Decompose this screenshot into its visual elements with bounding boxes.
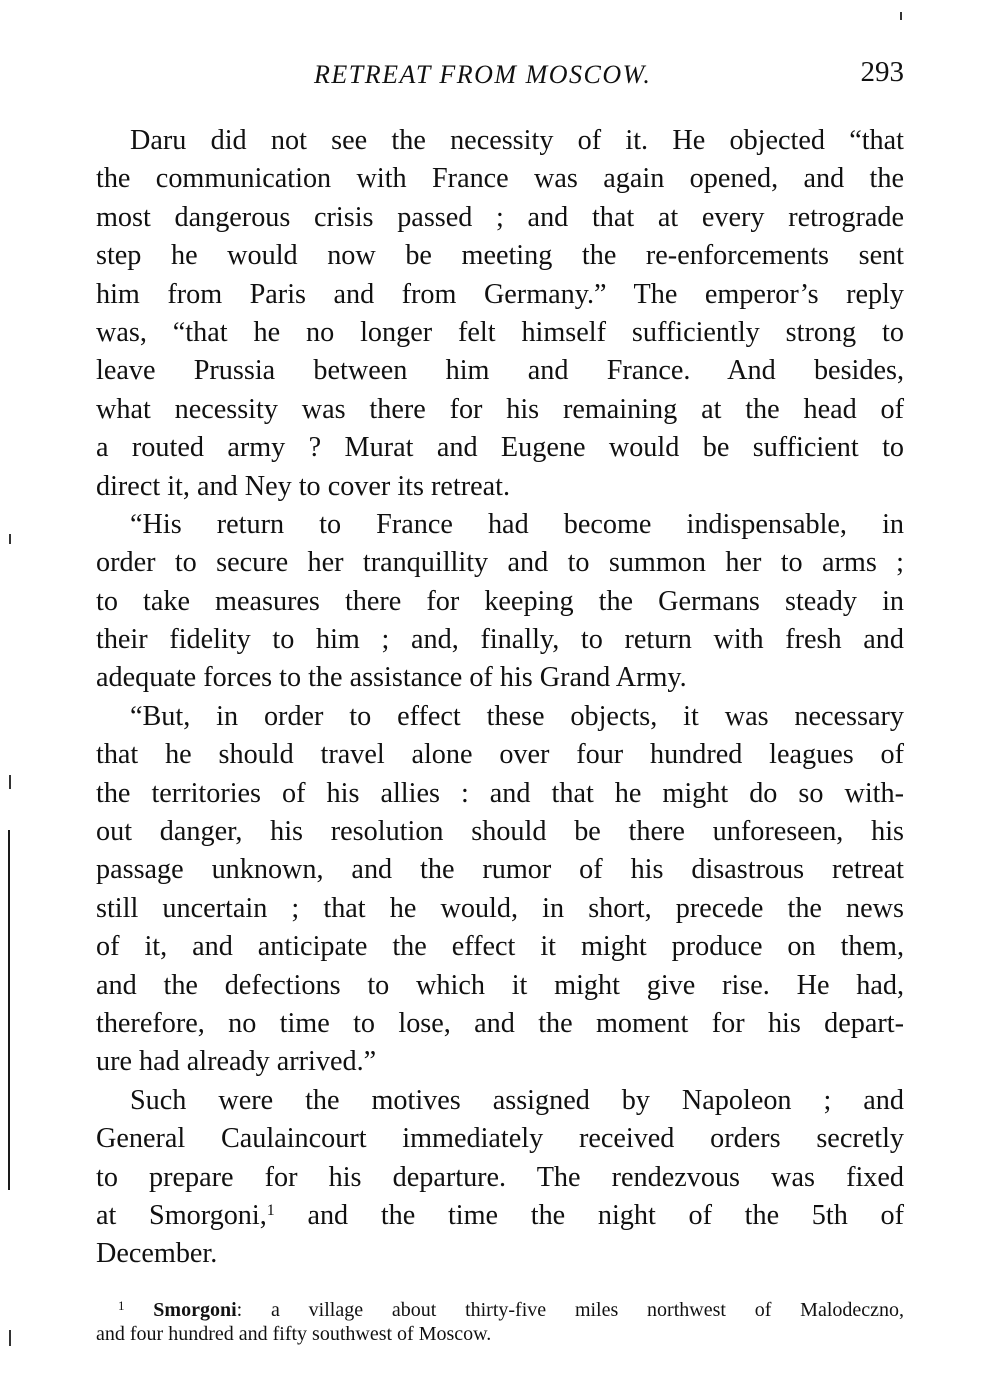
text-line: to take measures there for keeping the Germans steady in (96, 585, 904, 617)
running-header (96, 56, 904, 96)
footnote (96, 1291, 904, 1349)
text-line: Daru did not see the necessity of it. He objected “that (130, 125, 904, 156)
body-text (96, 122, 904, 1274)
footnote-reference[interactable]: 1 (266, 1201, 275, 1219)
footnote-marker: 1 (118, 1298, 125, 1313)
text-line: their fidelity to him ; and, finally, to return with fresh and (96, 624, 904, 656)
scan-artifact (900, 12, 902, 20)
text-line: “His return to France had become indispensable, in (130, 508, 904, 540)
text-line: and the defections to which it might give rise. He had, (96, 969, 904, 1001)
text-line: of it, and anticipate the effect it might produce on them, (96, 931, 904, 963)
text-fragment: and the time the night of the 5th of (274, 1199, 904, 1231)
footnote-line: and four hundred and fifty southwest of Moscow. (96, 1323, 492, 1345)
text-line: him from Paris and from Germany.” The emperor’s reply (96, 278, 904, 310)
text-line: therefore, no time to lose, and the moment for his depart- (96, 1007, 904, 1039)
text-line: most dangerous crisis passed ; and that at every retrograde (96, 201, 904, 233)
text-line: ure had already arrived.” (96, 1046, 377, 1078)
text-line: “But, in order to effect these objects, it was necessary (130, 700, 904, 732)
text-line: December. (96, 1238, 218, 1270)
text-line: Such were the motives assigned by Napoleon ; and (130, 1084, 904, 1116)
paragraph (96, 698, 904, 1082)
scan-artifact (9, 534, 11, 544)
text-line: what necessity was there for his remaining at the head of (96, 393, 904, 425)
text-line: the territories of his allies : and that he might do so with- (96, 777, 904, 809)
scan-artifact (9, 775, 11, 789)
paragraph (96, 506, 904, 698)
paragraph (96, 122, 904, 506)
text-line: direct it, and Ney to cover its retreat. (96, 470, 511, 502)
scan-artifact (9, 1330, 11, 1346)
text-line: adequate forces to the assistance of his Grand Army. (96, 662, 687, 694)
page-number: 293 (860, 56, 904, 88)
text-line: out danger, his resolution should be there unforeseen, his (96, 816, 904, 848)
text-line: leave Prussia between him and France. And besides, (96, 355, 904, 387)
text-line: to prepare for his departure. The rendezvous was fixed (96, 1161, 904, 1193)
text-line: that he should travel alone over four hundred leagues of (96, 739, 904, 771)
footnote-term: Smorgoni (153, 1299, 237, 1321)
text-fragment: at Smorgoni, (96, 1199, 267, 1231)
text-line: General Caulaincourt immediately received orders secretly (96, 1123, 904, 1155)
text-line: still uncertain ; that he would, in short, precede the news (96, 892, 904, 924)
text-line: was, “that he no longer felt himself sufficiently strong to (96, 316, 904, 348)
text-line: the communication with France was again opened, and the (96, 163, 904, 195)
text-line-with-footnote-ref (96, 1197, 904, 1235)
running-title: RETREAT FROM MOSCOW. (314, 60, 652, 89)
footnote-text: : a village about thirty-five miles northwest of Malodeczno, (236, 1299, 905, 1321)
text-line: order to secure her tranquillity and to summon her to arms ; (96, 547, 904, 579)
text-line: passage unknown, and the rumor of his disastrous retreat (96, 854, 904, 886)
footnote-line (96, 1291, 904, 1320)
paragraph (96, 1082, 904, 1274)
text-line: step he would now be meeting the re-enforcements sent (96, 240, 904, 272)
text-line: a routed army ? Murat and Eugene would be sufficient to (96, 432, 904, 464)
scan-margin-line (8, 830, 10, 1190)
